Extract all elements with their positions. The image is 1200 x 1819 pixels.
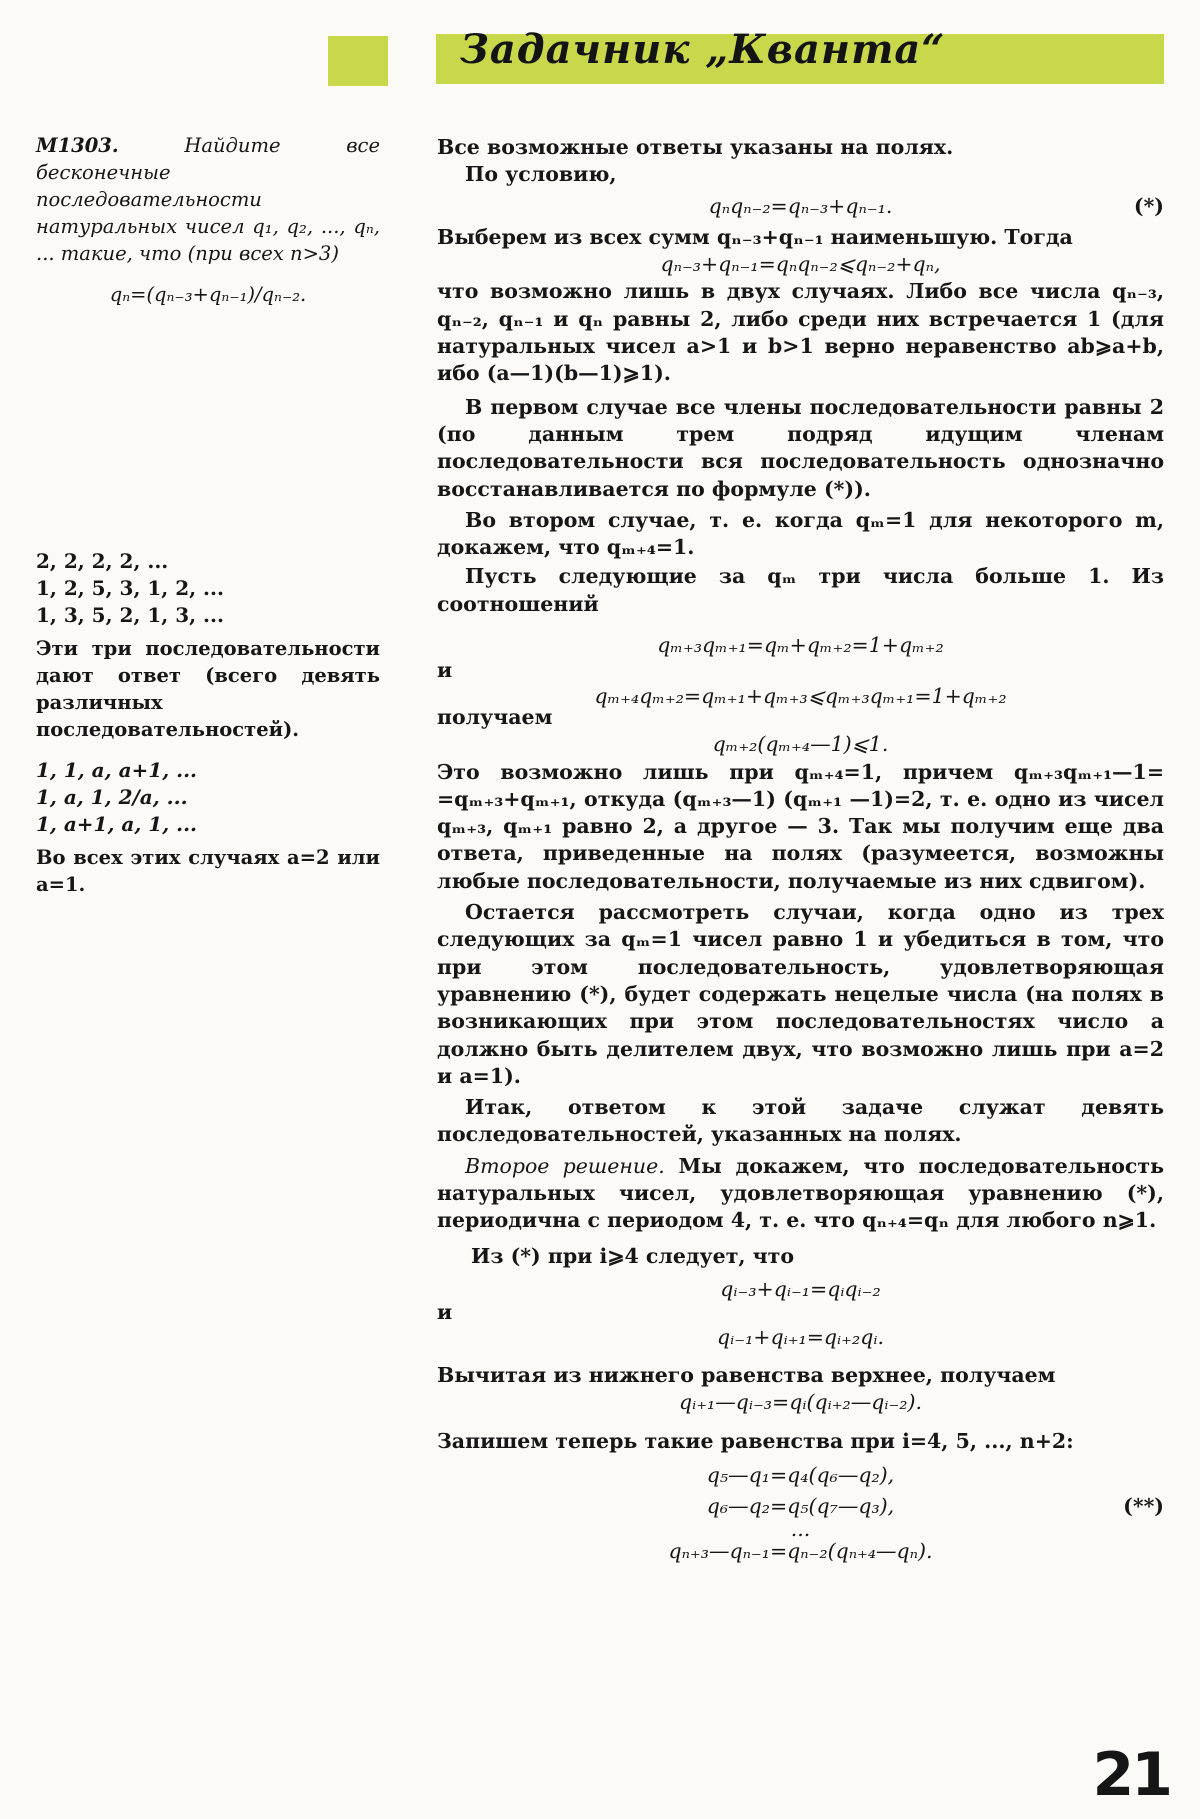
paragraph-11: Итак, ответом к этой задаче служат девять последовательностей, указанных на полях. [437, 1095, 1164, 1147]
paragraph-9: Это возможно лишь при qₘ₊₄=1, причем qₘ₊₃qₘ₊₁—1= =qₘ₊₃+qₘ₊₁, откуда (qₘ₊₃—1) (qₘ₊₁ —1)=2, т. е. одно из чисел qₘ₊₃, qₘ₊₁ равно 2, а другое — 3. Так мы получим еще два ответа, приведенные на полях (разумеется, возможны любые последовательности, получаемые из них сдвигом). [437, 759, 1164, 893]
paragraph-12-text: Мы докажем, что последовательность натуральных чисел, удовлетворяющая уравнению (*), периодична с периодом 4, т. е. что qₙ₊₄=qₙ для любого n⩾1. [437, 1153, 1164, 1233]
sequence-a-3: 1, 3, 5, 2, 1, 3, ... [36, 603, 224, 627]
equation-10-row [437, 1493, 1164, 1520]
equation-6: qᵢ₋₃+qᵢ₋₁=qᵢqᵢ₋₂ [720, 1276, 881, 1301]
margin-note-a: Эти три последовательности дают ответ (всего девять различных последовательностей). [36, 637, 380, 741]
paragraph-5: В первом случае все члены последовательности равны 2 (по данным трем подряд идущим членам последовательности вся последовательность однозначно восстанавливается по формуле (*)). [437, 394, 1164, 501]
margin-answers-a [36, 548, 380, 743]
paragraph-6: Во втором случае, т. е. когда qₘ=1 для некоторого m, докажем, что qₘ₊₄=1. [437, 507, 1164, 560]
paragraph-3: Выберем из всех сумм qₙ₋₃+qₙ₋₁ наименьшую. Тогда [437, 224, 1073, 249]
paragraph-10: Остается рассмотреть случаи, когда одно из трех следующих за qₘ=1 чисел равно 1 и убедиться в том, что при этом последовательность, удовлетворяющая уравнению (*), будет содержать нецелые числа (на полях в возникающих при этом последовательностях число a должно быть делителем двух, что возможно лишь при a=2 и a=1). [437, 900, 1164, 1088]
equation-11: qₙ₊₃—qₙ₋₁=qₙ₋₂(qₙ₊₄—qₙ). [668, 1539, 933, 1564]
equation-7: qᵢ₋₁+qᵢ₊₁=qᵢ₊₂qᵢ. [717, 1325, 884, 1350]
equation-1: qₙqₙ₋₂=qₙ₋₃+qₙ₋₁. [708, 193, 893, 218]
paragraph-13: Из (*) при i⩾4 следует, что [471, 1243, 795, 1268]
paragraph-15: Запишем теперь такие равенства при i=4, 5, ..., n+2: [437, 1429, 1074, 1454]
equation-8: qᵢ₊₁—qᵢ₋₃=qᵢ(qᵢ₊₂—qᵢ₋₂). [678, 1390, 923, 1415]
paragraph-1: Все возможные ответы указаны на полях. [437, 135, 954, 159]
equation-3: qₘ₊₃qₘ₊₁=qₘ+qₘ₊₂=1+qₘ₊₂ [657, 633, 944, 658]
paragraph-12 [437, 1153, 1164, 1235]
problem-id: М1303. [36, 134, 119, 157]
paragraph-4: что возможно лишь в двух случаях. Либо все числа qₙ₋₃, qₙ₋₂, qₙ₋₁ и qₙ равны 2, либо среди них встречается 1 (для натуральных чисел a>1 и b>1 верно неравенство ab⩾a+b, ибо (a—1)(b—1)⩾1). [437, 279, 1164, 386]
paragraph-14: Вычитая из нижнего равенства верхнее, получаем [437, 1362, 1056, 1387]
page-number: 21 [1092, 1740, 1170, 1810]
header-logo: Задачник „Кванта“ [460, 26, 946, 73]
equation-9: q₅—q₁=q₄(q₆—q₂), [706, 1462, 895, 1487]
main-text [437, 134, 1164, 1566]
equation-1-label: (*) [1133, 193, 1164, 218]
margin-note-b: Во всех этих случаях a=2 или a=1. [36, 846, 380, 896]
sequence-a-1: 2, 2, 2, 2, ... [36, 549, 169, 573]
problem-formula: qₙ=(qₙ₋₃+qₙ₋₁)/qₙ₋₂. [109, 283, 307, 306]
sequence-b-3: 1, a+1, a, 1, ... [36, 812, 198, 836]
word-and-1: и [437, 658, 453, 683]
equation-4: qₘ₊₄qₘ₊₂=qₘ₊₁+qₘ₊₃⩽qₘ₊₃qₘ₊₁=1+qₘ₊₂ [594, 683, 1007, 708]
paragraph-7: Пусть следующие за qₘ три числа больше 1. Из соотношений [437, 564, 1164, 616]
sequence-a-2: 1, 2, 5, 3, 1, 2, ... [36, 576, 224, 600]
equation-ellipsis: ... [790, 1517, 811, 1542]
equation-2: qₙ₋₃+qₙ₋₁=qₙqₙ₋₂⩽qₙ₋₂+qₙ, [660, 252, 941, 277]
header-accent-bar-small [328, 36, 388, 86]
paragraph-2: По условию, [465, 162, 617, 187]
equation-10-label: (**) [1123, 1493, 1164, 1518]
equation-10: q₆—q₂=q₅(q₇—q₃), [706, 1493, 895, 1518]
equation-5: qₘ₊₂(qₘ₊₄—1)⩽1. [712, 732, 889, 757]
problem-text: Найдите все бесконечные последовательности натуральных чисел q₁, q₂, ..., qₙ, ... такие, что (при всех n>3) [36, 134, 380, 265]
sequence-b-1: 1, 1, a, a+1, ... [36, 758, 198, 782]
equation-star [437, 193, 1164, 220]
word-and-2: и [437, 1300, 453, 1325]
margin-problem [36, 132, 380, 308]
second-solution-lead: Второе решение. [465, 1153, 665, 1178]
paragraph-8: получаем [437, 704, 553, 729]
margin-answers-b [36, 757, 380, 898]
sequence-b-2: 1, a, 1, 2/a, ... [36, 785, 188, 809]
